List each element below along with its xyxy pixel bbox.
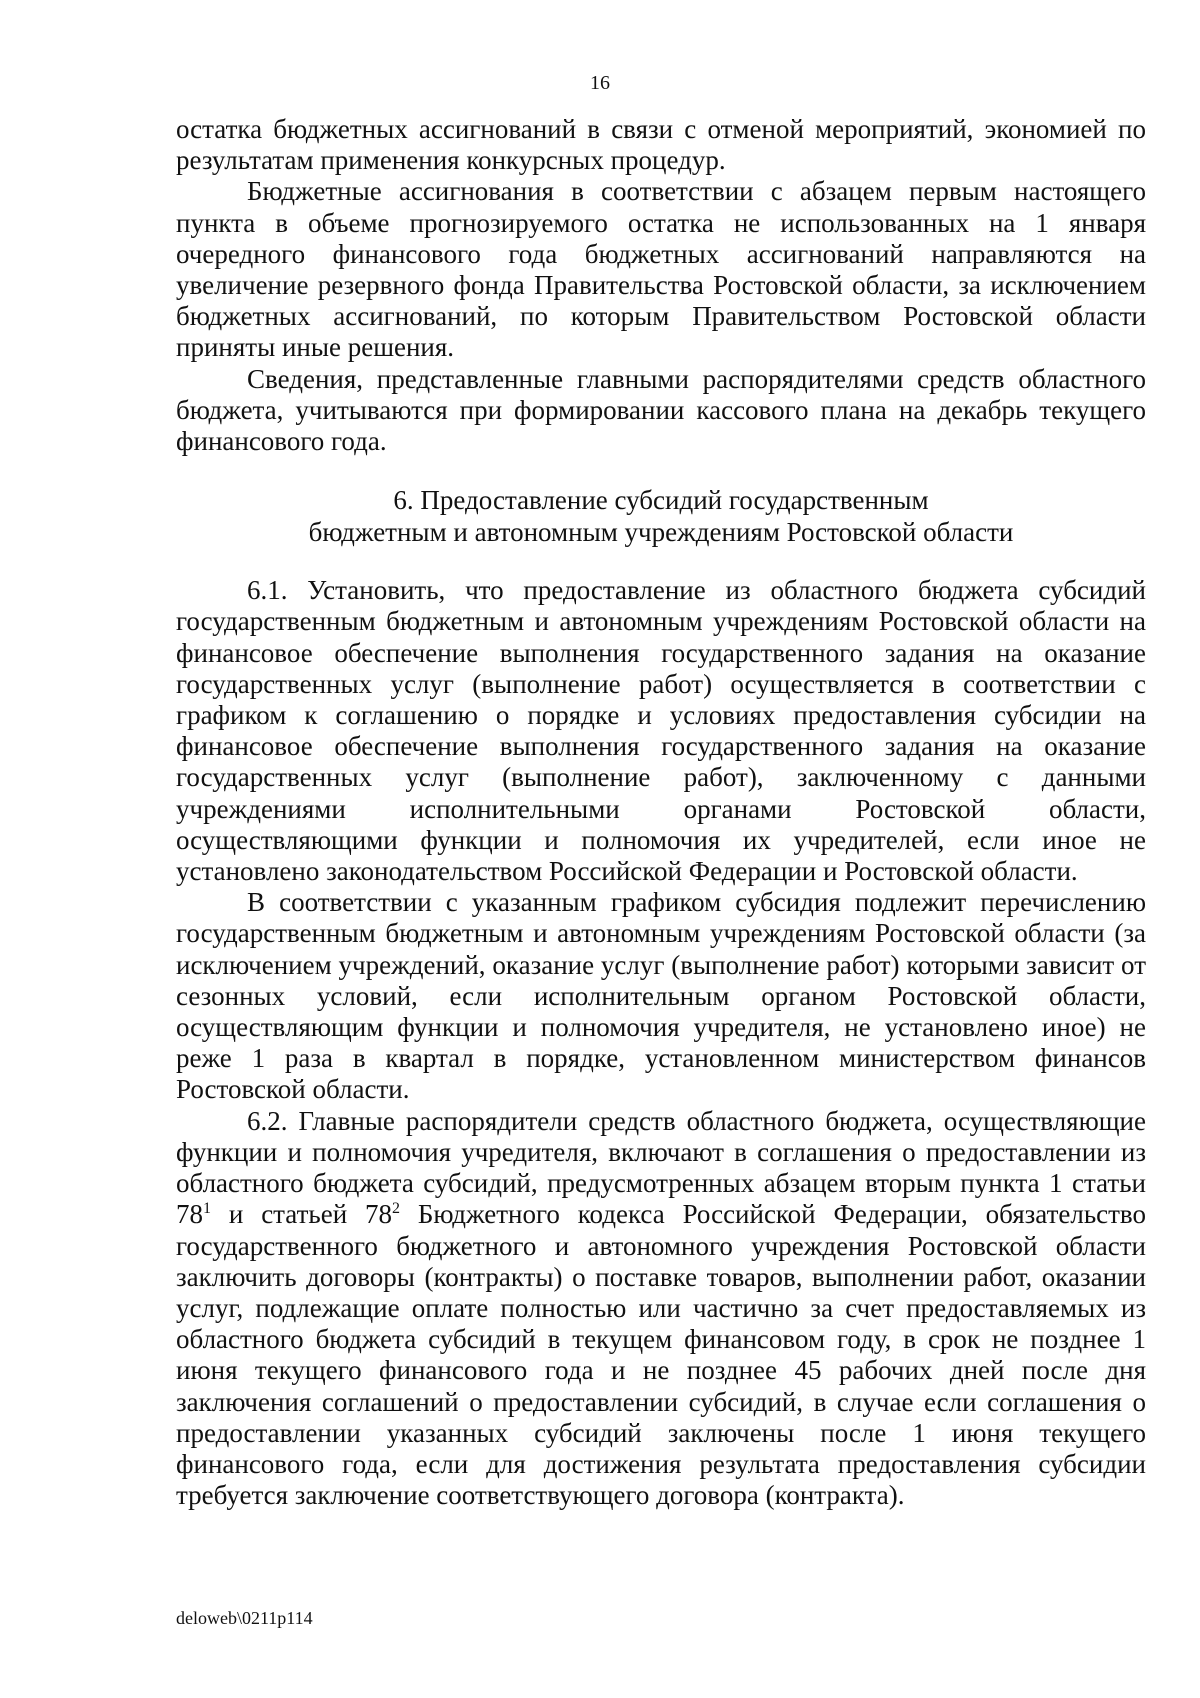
paragraph-6-2-part-1: 6.2. Главные распорядители средств областного бюджета, осуществляющие функции и полномочия учредителя, включают в соглашения о предоставлении из областного бюджета субсидий, предусмотренных абзацем вторым пункта 1 статьи 78 bbox=[176, 1105, 1146, 1230]
section-heading-line-2: бюджетным и автономным учреждениям Ростовской области bbox=[308, 517, 1014, 548]
paragraph-6-2-part-2: и статьей 78 bbox=[211, 1199, 393, 1230]
superscript-2: 2 bbox=[392, 1200, 401, 1218]
paragraph-6-2-part-3: Бюджетного кодекса Российской Федерации, обязательство государственного бюджетного и автономного учреждения Ростовской области заключить договоры (контракты) о поставке товаров, выполнении работ, оказании услуг, подлежащие оплате полностью или частично за счет предоставляемых из областного бюджета субсидий в текущем финансовом году, в срок не позднее 1 июня текущего финансового года и не позднее 45 рабочих дней после дня заключения соглашений о предоставлении субсидий, в случае если соглашения о предоставлении указанных субсидий заключены после 1 июня текущего финансового года, если для достижения результата предоставления субсидии требуется заключение соответствующего договора (контракта). bbox=[176, 1199, 1146, 1511]
page-number: 16 bbox=[590, 72, 610, 94]
paragraph-6-2 bbox=[176, 1106, 1146, 1512]
superscript-1: 1 bbox=[203, 1200, 211, 1218]
paragraph-information: Сведения, представленные главными распорядителями средств областного бюджета, учитываются при формировании кассового плана на декабрь текущего финансового года. bbox=[176, 363, 1146, 457]
document-body bbox=[176, 114, 1146, 1511]
paragraph-schedule: В соответствии с указанным графиком субсидия подлежит перечислению государственным бюджетным и автономным учреждениям Ростовской области (за исключением учреждений, оказание услуг (выполнение работ) которыми зависит от сезонных условий, если исполнительным органом Ростовской области, осуществляющим функции и полномочия учредителя, не установлено иное) не реже 1 раза в квартал в порядке, установленном министерством финансов Ростовской области. bbox=[176, 887, 1146, 1105]
section-heading-line-1: 6. Предоставление субсидий государственным bbox=[393, 485, 929, 516]
section-heading bbox=[176, 484, 1146, 548]
footer-document-code: deloweb\0211p114 bbox=[176, 1608, 313, 1628]
paragraph-continuation: остатка бюджетных ассигнований в связи с отменой мероприятий, экономией по результатам применения конкурсных процедур. bbox=[176, 114, 1146, 176]
paragraph-6-1: 6.1. Установить, что предоставление из областного бюджета субсидий государственным бюджетным и автономным учреждениям Ростовской области на финансовое обеспечение выполнения государственного задания на оказание государственных услуг (выполнение работ) осуществляется в соответствии с графиком к соглашению о порядке и условиях предоставления субсидии на финансовое обеспечение выполнения государственного задания на оказание государственных услуг (выполнение работ), заключенному с данными учреждениями исполнительными органами Ростовской области, осуществляющими функции и полномочия их учредителей, если иное не установлено законодательством Российской Федерации и Ростовской области. bbox=[176, 575, 1146, 887]
paragraph-budget-allocations: Бюджетные ассигнования в соответствии с абзацем первым настоящего пункта в объеме прогнозируемого остатка не использованных на 1 января очередного финансового года бюджетных ассигнований направляются на увеличение резервного фонда Правительства Ростовской области, за исключением бюджетных ассигнований, по которым Правительством Ростовской области приняты иные решения. bbox=[176, 176, 1146, 363]
